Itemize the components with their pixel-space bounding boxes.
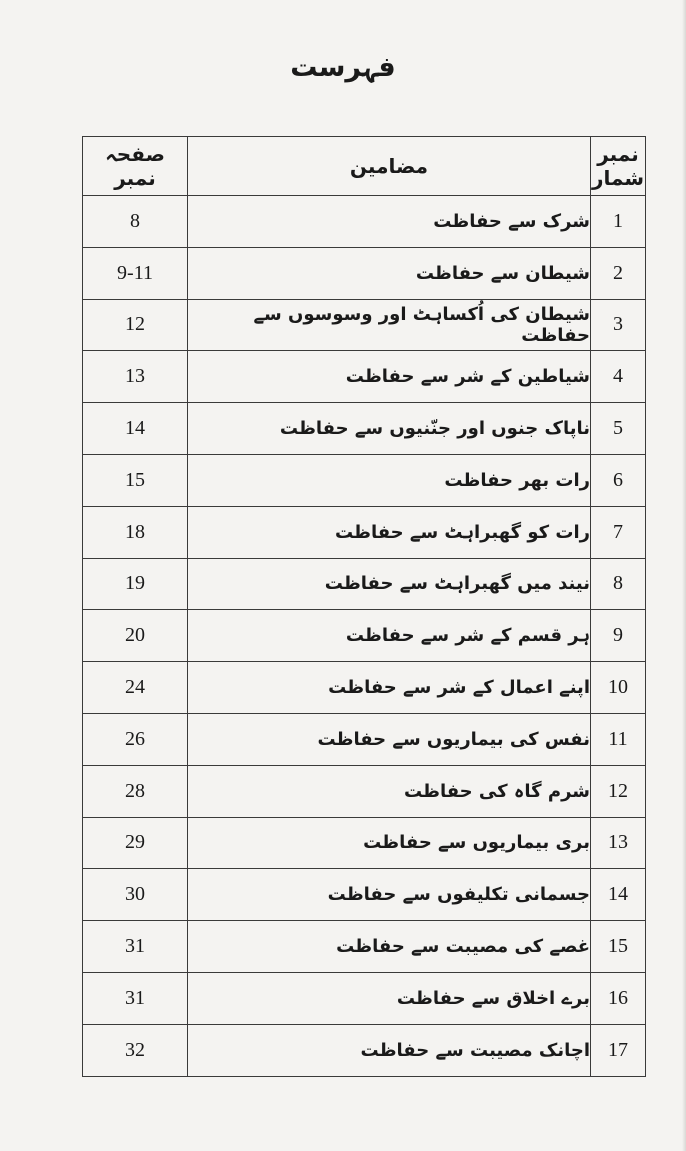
row-topic: شرک سے حفاظت xyxy=(188,196,591,248)
table-row xyxy=(83,454,646,506)
row-number: 15 xyxy=(591,921,646,973)
row-page-number: 32 xyxy=(83,1024,188,1076)
row-topic: رات بھر حفاظت xyxy=(188,454,591,506)
table-row xyxy=(83,196,646,248)
row-number: 2 xyxy=(591,247,646,299)
row-number: 14 xyxy=(591,869,646,921)
table-row xyxy=(83,247,646,299)
row-number: 10 xyxy=(591,662,646,714)
table-row xyxy=(83,662,646,714)
row-page-number: 31 xyxy=(83,972,188,1024)
contents-table xyxy=(82,136,646,1077)
table-row xyxy=(83,1024,646,1076)
table-row xyxy=(83,351,646,403)
table-row xyxy=(83,558,646,610)
row-page-number: 8 xyxy=(83,196,188,248)
page-edge xyxy=(682,0,686,1151)
row-topic: شیطان کی اُکساہٹ اور وسوسوں سے حفاظت xyxy=(188,299,591,351)
row-number: 7 xyxy=(591,506,646,558)
table-row xyxy=(83,403,646,455)
row-topic: رات کو گھبراہٹ سے حفاظت xyxy=(188,506,591,558)
page-title: فہرست xyxy=(290,52,396,83)
row-page-number: 13 xyxy=(83,351,188,403)
row-topic: ہر قسم کے شر سے حفاظت xyxy=(188,610,591,662)
row-page-number: 9-11 xyxy=(83,247,188,299)
row-number: 17 xyxy=(591,1024,646,1076)
table-row xyxy=(83,765,646,817)
row-number: 11 xyxy=(591,713,646,765)
row-number: 3 xyxy=(591,299,646,351)
row-page-number: 30 xyxy=(83,869,188,921)
table-row xyxy=(83,610,646,662)
row-topic: نفس کی بیماریوں سے حفاظت xyxy=(188,713,591,765)
row-page-number: 24 xyxy=(83,662,188,714)
header-page: صفحہ نمبر xyxy=(83,137,188,196)
row-number: 6 xyxy=(591,454,646,506)
row-page-number: 20 xyxy=(83,610,188,662)
row-number: 5 xyxy=(591,403,646,455)
row-topic: نیند میں گھبراہٹ سے حفاظت xyxy=(188,558,591,610)
row-topic: ناپاک جنوں اور جنّنیوں سے حفاظت xyxy=(188,403,591,455)
row-topic: اچانک مصیبت سے حفاظت xyxy=(188,1024,591,1076)
row-topic: اپنے اعمال کے شر سے حفاظت xyxy=(188,662,591,714)
row-topic: شیاطین کے شر سے حفاظت xyxy=(188,351,591,403)
row-page-number: 15 xyxy=(83,454,188,506)
table-row xyxy=(83,299,646,351)
table-row xyxy=(83,921,646,973)
row-number: 8 xyxy=(591,558,646,610)
table-row xyxy=(83,817,646,869)
table-row xyxy=(83,869,646,921)
row-number: 13 xyxy=(591,817,646,869)
table-row xyxy=(83,972,646,1024)
row-topic: شیطان سے حفاظت xyxy=(188,247,591,299)
row-number: 9 xyxy=(591,610,646,662)
row-page-number: 29 xyxy=(83,817,188,869)
row-page-number: 18 xyxy=(83,506,188,558)
row-number: 1 xyxy=(591,196,646,248)
table-header-row xyxy=(83,137,646,196)
row-page-number: 14 xyxy=(83,403,188,455)
row-number: 4 xyxy=(591,351,646,403)
table-body xyxy=(83,196,646,1077)
table-row xyxy=(83,506,646,558)
row-topic: بری بیماریوں سے حفاظت xyxy=(188,817,591,869)
table-row xyxy=(83,713,646,765)
row-page-number: 31 xyxy=(83,921,188,973)
row-topic: جسمانی تکلیفوں سے حفاظت xyxy=(188,869,591,921)
row-topic: شرم گاہ کی حفاظت xyxy=(188,765,591,817)
row-page-number: 28 xyxy=(83,765,188,817)
row-topic: برے اخلاق سے حفاظت xyxy=(188,972,591,1024)
header-topic: مضامین xyxy=(188,137,591,196)
row-topic: غصے کی مصیبت سے حفاظت xyxy=(188,921,591,973)
row-page-number: 12 xyxy=(83,299,188,351)
row-page-number: 26 xyxy=(83,713,188,765)
row-number: 12 xyxy=(591,765,646,817)
row-page-number: 19 xyxy=(83,558,188,610)
header-number: نمبر شمار xyxy=(591,137,646,196)
row-number: 16 xyxy=(591,972,646,1024)
